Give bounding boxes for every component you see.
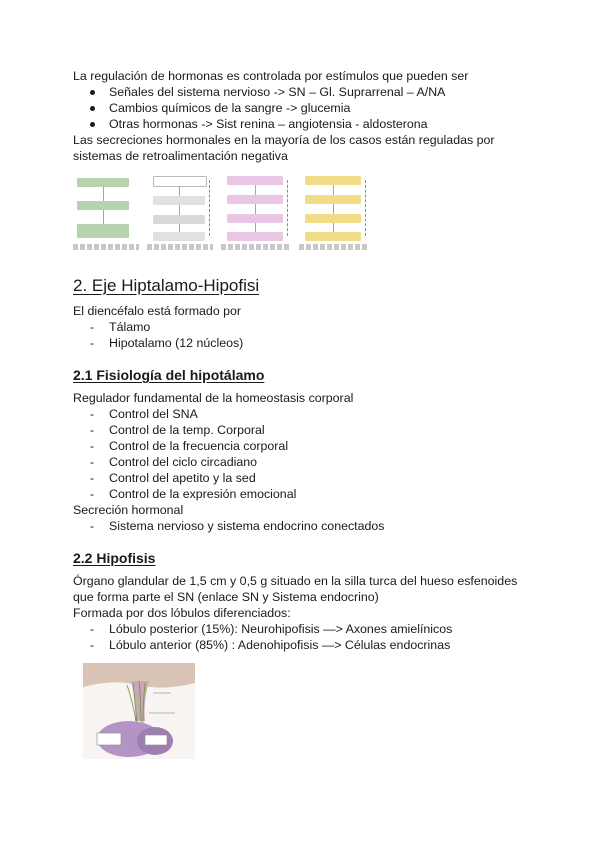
section-2-list bbox=[73, 319, 533, 351]
section-2-2-list bbox=[73, 621, 533, 653]
section-2-title: 2. Eje Hiptalamo-Hipofisi bbox=[73, 276, 260, 295]
document-page bbox=[73, 68, 533, 759]
section-2-lead: El diencéfalo está formado por bbox=[73, 304, 242, 318]
list-item: - Tálamo bbox=[73, 319, 533, 335]
intro-closing: Las secreciones hormonales en la mayoría de los casos están reguladas por sistemas de retroalimentación negativa bbox=[73, 133, 495, 163]
list-item: - Control del SNA bbox=[73, 406, 533, 422]
section-2-1-title: 2.1 Fisiología del hipotálamo bbox=[73, 367, 265, 383]
list-item: - Sistema nervioso y sistema endocrino conectados bbox=[73, 518, 533, 534]
section-2-1-lead-2: Secreción hormonal bbox=[73, 503, 184, 517]
pituitary-illustration-icon bbox=[83, 663, 195, 759]
section-2-1-lead: Regulador fundamental de la homeostasis corporal bbox=[73, 391, 354, 405]
list-item: - Control de la temp. Corporal bbox=[73, 422, 533, 438]
section-2-2-lead: Formada por dos lóbulos diferenciados: bbox=[73, 606, 291, 620]
list-item: - Lóbulo anterior (85%) : Adenohipofisis —> Células endocrinas bbox=[73, 637, 533, 653]
list-item: Otras hormonas -> Sist renina – angiotensia - aldosterona bbox=[73, 116, 533, 132]
list-item: - Hipotalamo (12 núcleos) bbox=[73, 335, 533, 351]
list-item: - Control del ciclo circadiano bbox=[73, 454, 533, 470]
list-item: Señales del sistema nervioso -> SN – Gl. Suprarrenal – A/NA bbox=[73, 84, 533, 100]
feedback-diagram-icon bbox=[73, 174, 533, 252]
diagram-panel-green bbox=[73, 174, 139, 250]
section-2-2-paragraph: Órgano glandular de 1,5 cm y 0,5 g situado en la silla turca del hueso esfenoides que forma parte el SN (enlace SN y Sistema endocrino) bbox=[73, 574, 518, 604]
diagram-panel-pink bbox=[221, 174, 291, 250]
list-item: Cambios químicos de la sangre -> glucemia bbox=[73, 100, 533, 116]
intro-bullet-list bbox=[73, 84, 533, 132]
intro-lead: La regulación de hormonas es controlada por estímulos que pueden ser bbox=[73, 69, 469, 83]
list-item: - Control de la expresión emocional bbox=[73, 486, 533, 502]
diagram-panel-gray bbox=[147, 174, 213, 250]
list-item: - Control de la frecuencia corporal bbox=[73, 438, 533, 454]
section-2-2-title: 2.2 Hipofisis bbox=[73, 550, 156, 566]
section-2-1-list bbox=[73, 406, 533, 502]
list-item: - Control del apetito y la sed bbox=[73, 470, 533, 486]
diagram-panel-yellow bbox=[299, 174, 369, 250]
section-2-1-list-2 bbox=[73, 518, 533, 534]
list-item: - Lóbulo posterior (15%): Neurohipofisis —> Axones amielínicos bbox=[73, 621, 533, 637]
